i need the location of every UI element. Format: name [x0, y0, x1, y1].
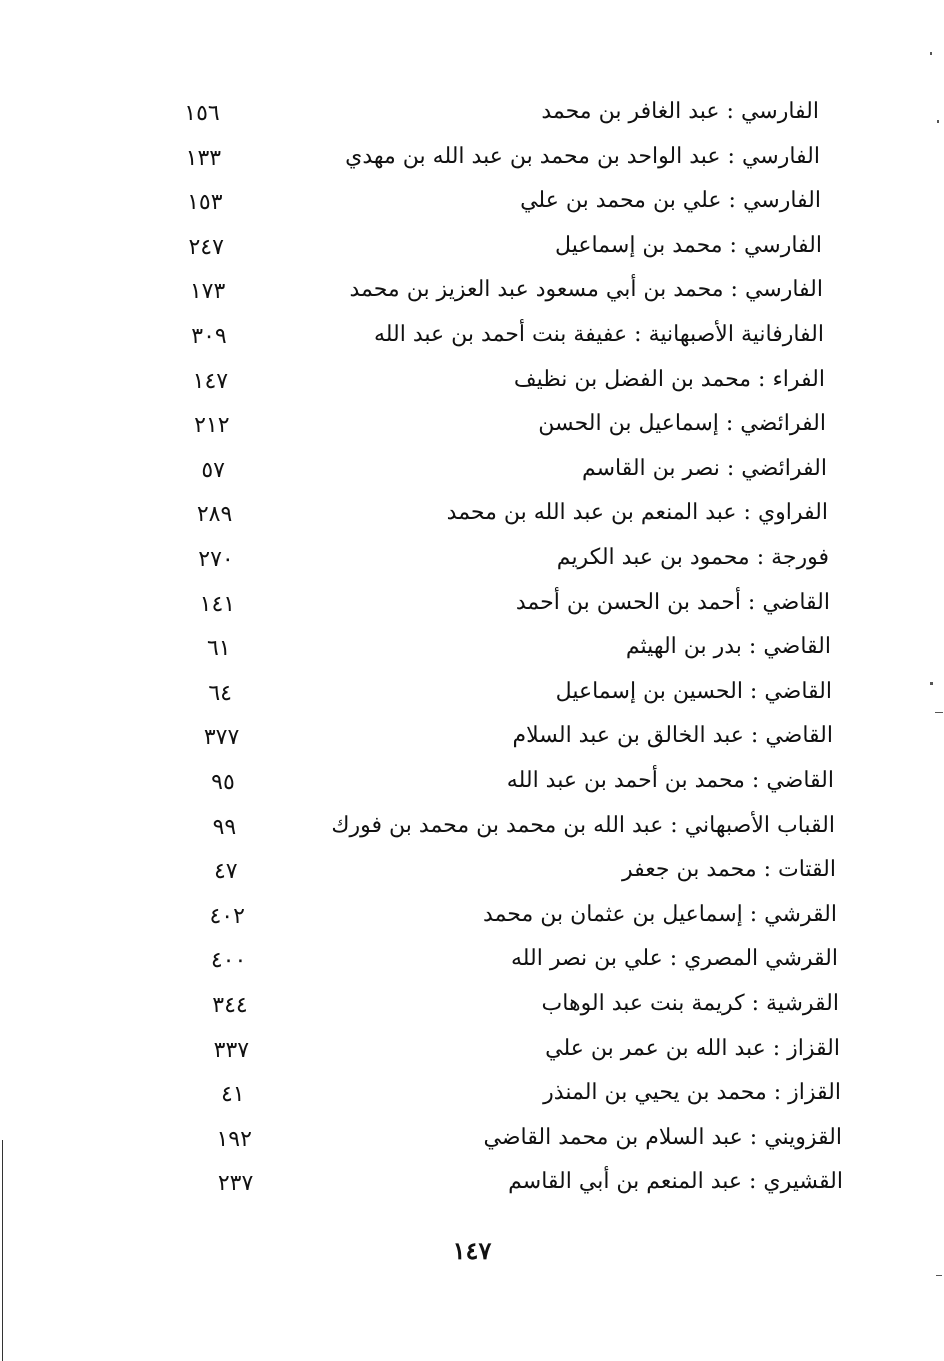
entry-name: القشيري : عبد المنعم بن أبي القاسم — [508, 1169, 843, 1195]
entry-page-number: ٢٤٧ — [188, 234, 224, 260]
index-entry — [150, 1029, 944, 1073]
index-entry — [150, 627, 944, 671]
entry-name: الفارسي : علي بن محمد بن علي — [520, 188, 821, 214]
entry-page-number: ١٥٦ — [184, 101, 220, 126]
entry-page-number: ١٧٣ — [189, 279, 226, 305]
entry-page-number: ١٣٣ — [185, 145, 222, 171]
entry-name: الفرائضي : إسماعيل بن الحسن — [538, 411, 826, 437]
entry-name: الفارفانية الأصبهانية : عفيفة بنت أحمد بن عبد الله — [373, 322, 824, 347]
entry-page-number: ١٩٢ — [216, 1126, 252, 1152]
entry-name: القاضي : بدر بن الهيثم — [625, 634, 831, 660]
index-entry — [150, 1162, 944, 1206]
entry-name: الفارسي : محمد بن إسماعيل — [555, 232, 822, 258]
entry-page-number: ٤٧ — [213, 859, 238, 885]
index-entry — [150, 984, 944, 1028]
entry-name: الفرائضي : نصر بن القاسم — [581, 455, 827, 481]
entry-name: القاضي : الحسين بن إسماعيل — [555, 678, 832, 704]
entry-page-number: ٢٧٠ — [198, 547, 234, 572]
entry-page-number: ٥٧ — [201, 457, 225, 483]
entry-name: الفراوي : عبد المنعم بن عبد الله بن محمد — [446, 500, 828, 526]
index-entry — [150, 493, 944, 537]
index-entry — [150, 315, 944, 359]
entry-name: القاضي : أحمد بن الحسن بن أحمد — [515, 589, 830, 615]
entry-page-number: ٩٩ — [212, 814, 237, 840]
entry-name: القاضي : عبد الخالق بن عبد السلام — [512, 723, 833, 749]
index-entry — [150, 672, 944, 716]
index-entry — [150, 226, 944, 270]
entry-page-number: ٢١٢ — [194, 413, 230, 439]
index-entry — [150, 92, 944, 136]
index-entry — [150, 583, 944, 627]
index-entry — [150, 716, 944, 760]
entry-name: القزاز : محمد بن يحيي بن المنذر — [543, 1080, 841, 1106]
index-entry — [150, 449, 944, 493]
entry-name: القرشية : كريمة بنت عبد الوهاب — [541, 991, 839, 1016]
entry-page-number: ١٤١ — [199, 591, 236, 617]
entry-page-number: ٤٠٢ — [209, 903, 245, 929]
entry-page-number: ٤١ — [220, 1082, 245, 1108]
entry-page-number: ٤٠٠ — [210, 948, 247, 974]
entry-page-number: ٦٤ — [208, 680, 232, 706]
entry-name: القرشي : إسماعيل بن عثمان بن محمد — [483, 901, 837, 927]
index-entry — [150, 137, 944, 181]
entry-name: القرشي المصري : علي بن نصر الله — [510, 946, 838, 972]
index-entry — [150, 270, 944, 314]
index-entry — [150, 806, 944, 850]
index-entry — [150, 939, 944, 983]
edge-mark — [936, 1275, 942, 1276]
index-entry — [150, 1073, 944, 1117]
entry-name: فورجة : محمود بن عبد الكريم — [556, 545, 829, 570]
index-entry — [150, 404, 944, 448]
entry-page-number: ٣٧٧ — [203, 725, 240, 751]
entry-name: القاضي : محمد بن أحمد بن عبد الله — [506, 768, 834, 793]
entry-page-number: ٣٣٧ — [213, 1037, 250, 1063]
entry-name: القتات : محمد بن جعفر — [622, 857, 836, 883]
index-entry — [150, 181, 944, 225]
entry-page-number: ٢٣٧ — [217, 1171, 254, 1197]
entry-name: القباب الأصبهاني : عبد الله بن محمد بن محمد بن فورك — [331, 812, 835, 838]
entry-name: القزاز : عبد الله بن عمر بن علي — [545, 1035, 840, 1061]
entry-page-number: ٩٥ — [211, 770, 235, 795]
index-entry — [150, 895, 944, 939]
index-entry — [150, 850, 944, 894]
entry-page-number: ٣٤٤ — [212, 993, 248, 1018]
entry-name: الفارسي : عبد الواحد بن محمد بن عبد الله بن مهدي — [345, 143, 820, 169]
entry-page-number: ٦١ — [206, 636, 231, 662]
entry-name: القزويني : عبد السلام بن محمد القاضي — [483, 1124, 842, 1150]
index-entry — [150, 761, 944, 805]
index-entry — [150, 538, 944, 582]
entry-name: الفارسي : محمد بن أبي مسعود عبد العزيز بن محمد — [349, 277, 823, 303]
entry-name: الفارسي : عبد الغافر بن محمد — [541, 99, 819, 124]
entry-name: الفراء : محمد بن الفضل بن نظيف — [513, 366, 825, 392]
page-number: ١٤٧ — [452, 1236, 492, 1265]
entry-page-number: ١٥٣ — [187, 190, 223, 216]
index-entry — [150, 1118, 944, 1162]
edge-mark — [930, 52, 932, 55]
entry-page-number: ٣٠٩ — [191, 324, 227, 349]
entry-page-number: ٢٨٩ — [196, 502, 233, 528]
index-entry — [150, 360, 944, 404]
entry-page-number: ١٤٧ — [192, 368, 229, 394]
